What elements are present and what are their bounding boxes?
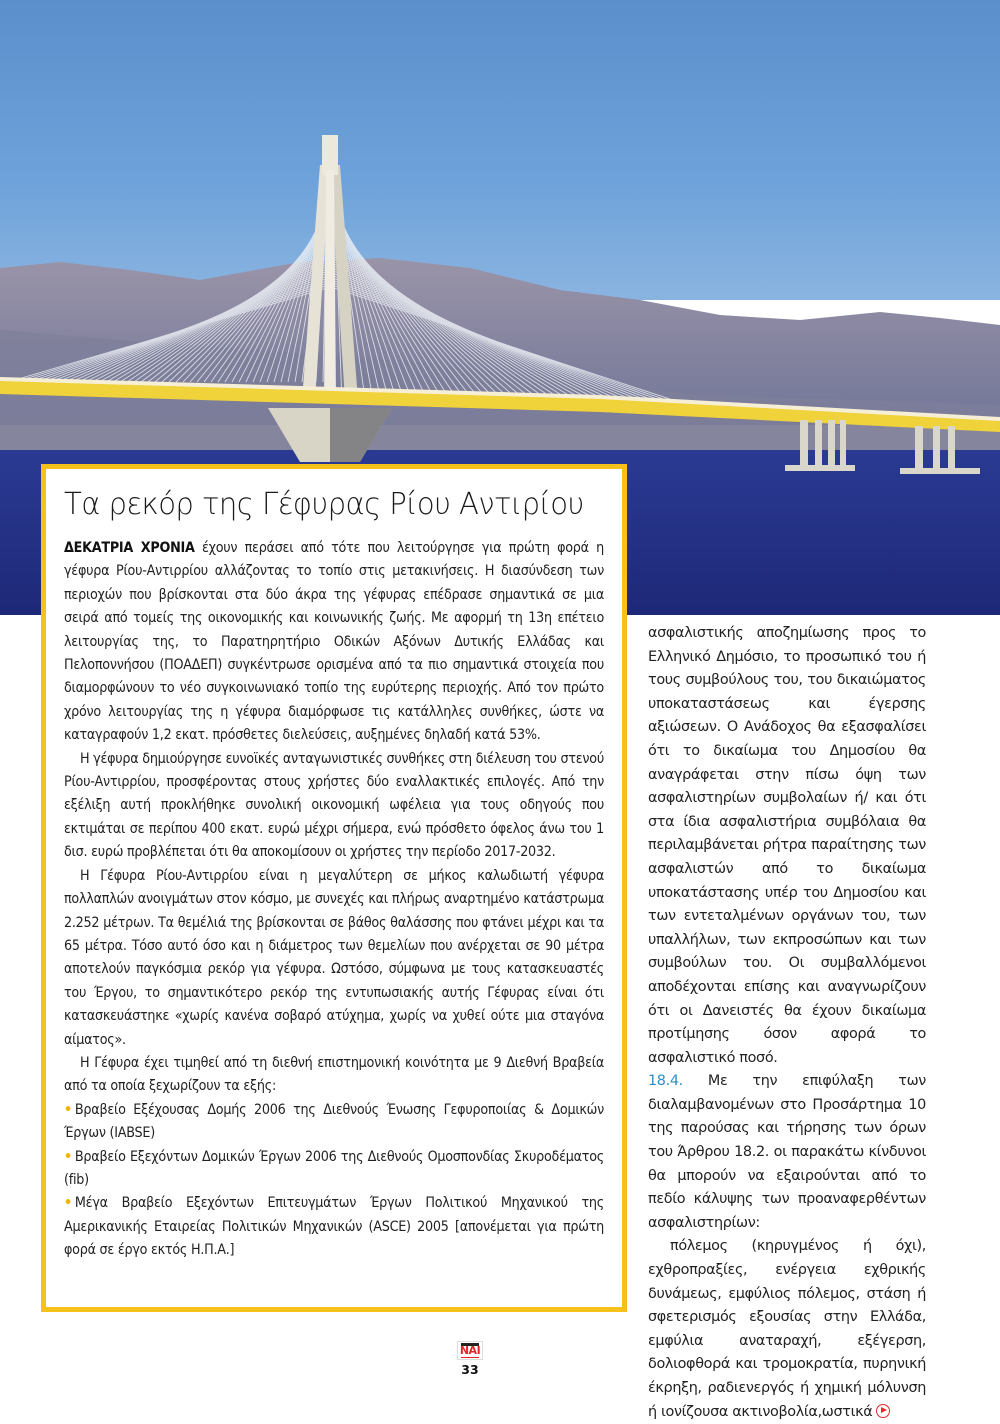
article-title: Τα ρεκόρ της Γέφυρας Ρίου Αντιρίου [64,487,584,522]
right-column [648,622,926,1424]
article-paragraph: Η Γέφυρα Ρίου-Αντιρρίου είναι η μεγαλύτερη σε μήκος καλωδιωτή γέφυρα πολλαπλών ανοιγμάτων στον κόσμο, με συνεχές και πλήρως αναρτημένο κατάστρωμα 2.252 μέτρων. Τα θεμέλιά της βρίσκονται σε βάθος θαλάσσης που φτάνει μέχρι και τα 65 μέτρα. Τόσο αυτό όσο και η διάμετρος των θεμελίων που ανέρχεται σε 90 μέτρα αποτελούν παγκόσμια ρεκόρ για γέφυρα. Ωστόσο, σύμφωνα με τους κατασκευαστές του Έργου, το σημαντικότερο ρεκόρ της εντυπωσιακής αυτής Γέφυρας είναι ότι κατασκευάστηκε «χωρίς κανένα σοβαρό ατύχημα, χωρίς να χυθεί ούτε μια σταγόνα αίματος». [64,867,604,1048]
logo-underline [461,1357,479,1358]
lead-in: ΔΕΚΑΤΡΙΑ ΧΡΟΝΙΑ [64,540,195,556]
bullet-icon: • [64,1195,72,1212]
article-paragraph [64,537,604,748]
contract-paragraph: ασφαλιστικής αποζημίωσης προς το Ελληνικό Δημόσιο, το προσωπικό του ή τους συμβούλους του, του δικαιώματος υποκαταστάσεως και έγερσης αξιώσεων. Ο Ανάδοχος θα εξασφαλίσει ότι το δικαίωμα του Δημοσίου θα αναγράφεται στην πίσω όψη των ασφαλιστηρίων συμβολαίων ή/ και ότι στα ίδια ασφαλιστήρια συμβόλαια θα περιλαμβάνεται ρήτρα παραίτησης των ασφαλιστών από το δικαίωμα υποκατάστασης υπέρ του Δημοσίου και των εντεταλμένων οργάνων του, των υπαλλήλων, των εκπροσώπων και των συμβούλων του. Οι συμβαλλόμενοι αποδέχονται επίσης και αναγνωρίζουν ότι οι Δανειστές θα έχουν δικαίωμα προτίμησης όσον αφορά το ασφαλιστικό ποσό. [648,625,926,1066]
pylon-mid [324,170,336,400]
risk-list-paragraph [648,1235,926,1424]
award-item [64,1192,604,1262]
section-text: Με την επιφύλαξη των διαλαμβανομένων στο Προσάρτημα 10 της παρούσας και τήρησης των όρων του Άρθρου 18.2. οι παρακάτω κίνδυνοι θα μπορούν να εξαιρούνται από το πεδίο κάλυψης των προαναφερθέντων ασφαλιστηρίων: [648,1073,926,1231]
article-paragraph: Η γέφυρα δημιούργησε ευνοϊκές ανταγωνιστικές συνθήκες στη διέλευση του στενού Ρίου-Αντιρρίου, προσφέροντας στους χρήστες δύο εναλλακτικές επιλογές. Από την εξέλιξη αυτή προκλήθηκε συνολική οικονομική ωφέλεια για τους οδηγούς που εκτιμάται σε περίπου 400 εκατ. ευρώ μέχρι σήμερα, ενώ πρόσθετο όφελος άνω του 1 δισ. ευρώ προβλέπεται ότι θα αποκομίσουν οι χρήστες την περίοδο 2017-2032. [64,750,604,861]
page-number: 33 [461,1362,479,1377]
award-text: Βραβείο Εξέχουσας Δομής 2006 της Διεθνούς Ένωσης Γεφυροποιίας & Δομικών Έργων (IABSE) [64,1101,604,1142]
contract-section [648,1070,926,1235]
bullet-icon: • [64,1148,72,1165]
play-circle-icon[interactable] [876,1404,890,1418]
page-footer [449,1341,491,1377]
award-item [64,1146,604,1193]
article-box [41,464,627,1312]
article-paragraph: Η Γέφυρα έχει τιμηθεί από τη διεθνή επιστημονική κοινότητα με 9 Διεθνή Βραβεία από τα οποία ξεχωρίζουν τα εξής: [64,1054,604,1095]
award-text: Μέγα Βραβείο Εξεχόντων Επιτευγμάτων Έργων Πολιτικού Μηχανικού της Αμερικανικής Εταιρείας Πολιτικών Μηχανικών (ASCE) 2005 [απονέμεται για πρώτη φορά σε έργο εκτός Η.Π.Α.] [64,1195,604,1259]
bullet-icon: • [64,1101,72,1118]
logo-text: NAI [459,1344,481,1357]
pylon-top [322,135,338,175]
section-number: 18.4. [648,1073,683,1090]
sky [0,0,1000,300]
nai-logo [457,1341,483,1360]
article-body [64,537,604,1263]
paragraph-text: έχουν περάσει από τότε που λειτούργησε για πρώτη φορά η γέφυρα Ρίου-Αντιρρίου αλλάζοντας το τοπίο στις μετακινήσεις. Η διασύνδεση των περιοχών που βρίσκονται στα δύο άκρα της γέφυρας επέδρασε σημαντικά σε μια σειρά από τομείς της οικονομικής και κοινωνικής ζωής. Με αφορμή τη 13η επέτειο λειτουργίας της, το Παρατηρητήριο Οδικών Αξόνων Δυτικής Ελλάδας και Πελοποννήσου (ΠΟΑΔΕΠ) συγκέντρωσε ορισμένα από τα πιο σημαντικά στοιχεία που διαμορφώνουν το νέο συγκοινωνιακό τοπίο της ευρύτερης περιοχής. Από τον πρώτο χρόνο λειτουργίας της η γέφυρα διαμόρφωσε τις κατάλληλες συνθήκες, ώστε να καταγραφούν 1,2 εκατ. πρόσθετες διελεύσεις, αυξημένες δηλαδή κατά 53%. [64,540,604,744]
award-text: Βραβείο Εξεχόντων Δομικών Έργων 2006 της Διεθνούς Ομοσπονδίας Σκυροδέματος (fib) [64,1148,604,1188]
risk-text: πόλεμος (κηρυγμένος ή όχι), εχθροπραξίες, ενέργεια εχθρικής δυνάμεως, εμφύλιος πόλεμος, στάση ή σφετερισμός εξουσίας στην Ελλάδα, εμφύλια αναταραχή, εξέγερση, δολιοφθορά και τρομοκρατία, πυρηνική έκρηξη, ραδιενεργός ή χημική μόλυνση ή ιονίζουσα ακτινοβολία,ωστικά [648,1238,926,1420]
award-item [64,1099,604,1146]
